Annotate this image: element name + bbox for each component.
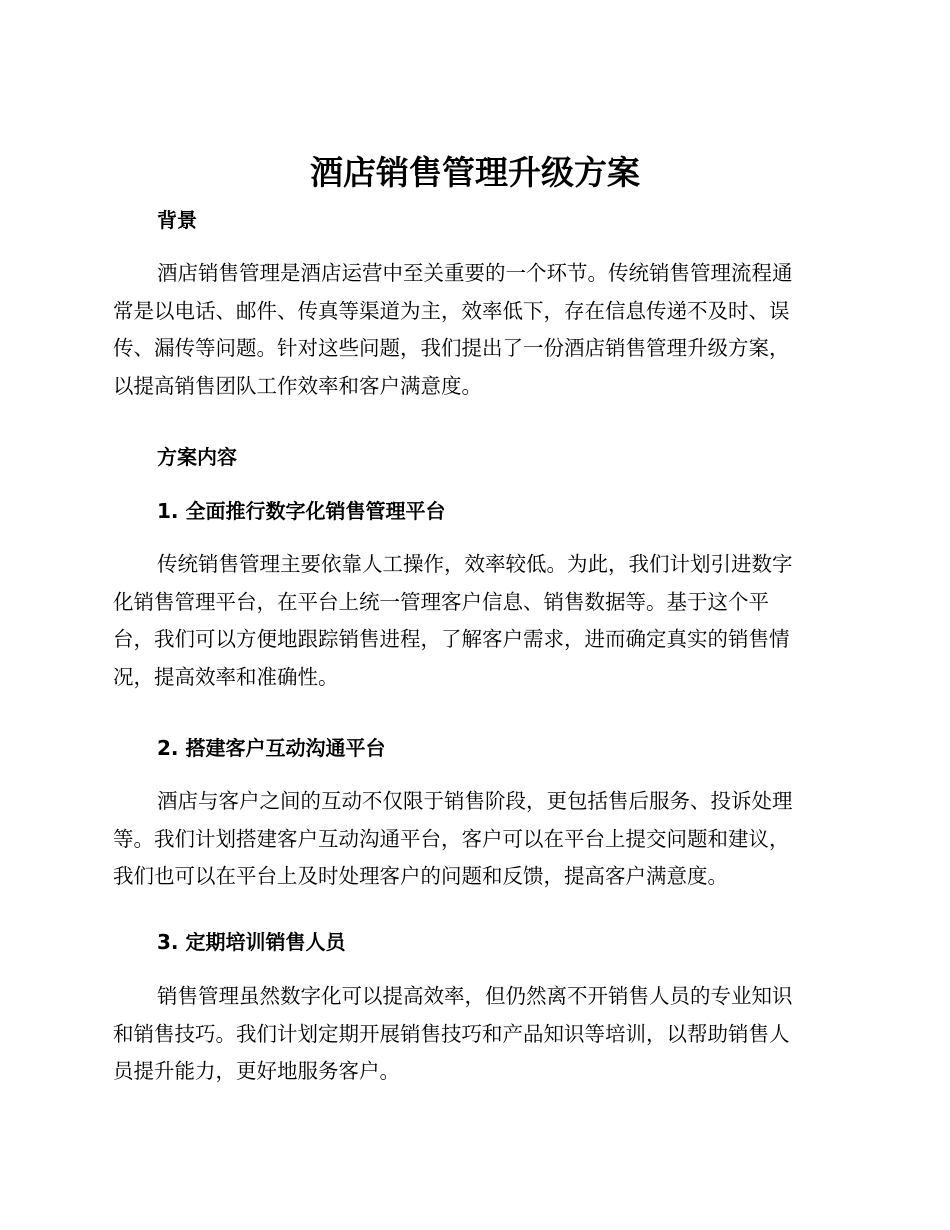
section-paragraph-customer-platform <box>113 783 833 896</box>
paragraph-line: 我们也可以在平台上及时处理客户的问题和反馈，提高客户满意度。 <box>113 864 728 889</box>
paragraph-line: 台，我们可以方便地跟踪销售进程，了解客户需求，进而确定真实的销售情 <box>113 627 790 652</box>
paragraph-line: 等。我们计划搭建客户互动沟通平台，客户可以在平台上提交问题和建议， <box>113 826 790 851</box>
section-heading-training: 3. 定期培训销售人员 <box>157 930 346 954</box>
paragraph-line: 酒店与客户之间的互动不仅限于销售阶段，更包括售后服务、投诉处理 <box>157 789 793 813</box>
paragraph-line: 员提升能力，更好地服务客户。 <box>113 1059 400 1084</box>
paragraph-line: 销售管理虽然数字化可以提高效率，但仍然离不开销售人员的专业知识 <box>157 984 793 1008</box>
paragraph-line: 常是以电话、邮件、传真等渠道为主，效率低下，存在信息传递不及时、误 <box>113 298 790 323</box>
section-heading-background: 背景 <box>157 208 197 232</box>
section-heading-customer-platform: 2. 搭建客户互动沟通平台 <box>157 736 386 760</box>
paragraph-line: 以提高销售团队工作效率和客户满意度。 <box>113 373 482 398</box>
paragraph-line: 传统销售管理主要依靠人工操作，效率较低。为此，我们计划引进数字 <box>157 552 793 576</box>
section-heading-digital-platform: 1. 全面推行数字化销售管理平台 <box>157 499 446 523</box>
paragraph-line: 况，提高效率和准确性。 <box>113 664 339 689</box>
section-heading-plan-content: 方案内容 <box>157 445 237 469</box>
paragraph-line: 传、漏传等问题。针对这些问题，我们提出了一份酒店销售管理升级方案， <box>113 336 790 361</box>
paragraph-line: 酒店销售管理是酒店运营中至关重要的一个环节。传统销售管理流程通 <box>157 261 793 285</box>
document-title: 酒店销售管理升级方案 <box>310 153 640 192</box>
section-paragraph-background <box>113 255 833 405</box>
section-paragraph-digital-platform <box>113 546 833 696</box>
section-paragraph-training <box>113 978 833 1091</box>
paragraph-line: 和销售技巧。我们计划定期开展销售技巧和产品知识等培训，以帮助销售人 <box>113 1021 790 1046</box>
paragraph-line: 化销售管理平台，在平台上统一管理客户信息、销售数据等。基于这个平 <box>113 589 769 614</box>
